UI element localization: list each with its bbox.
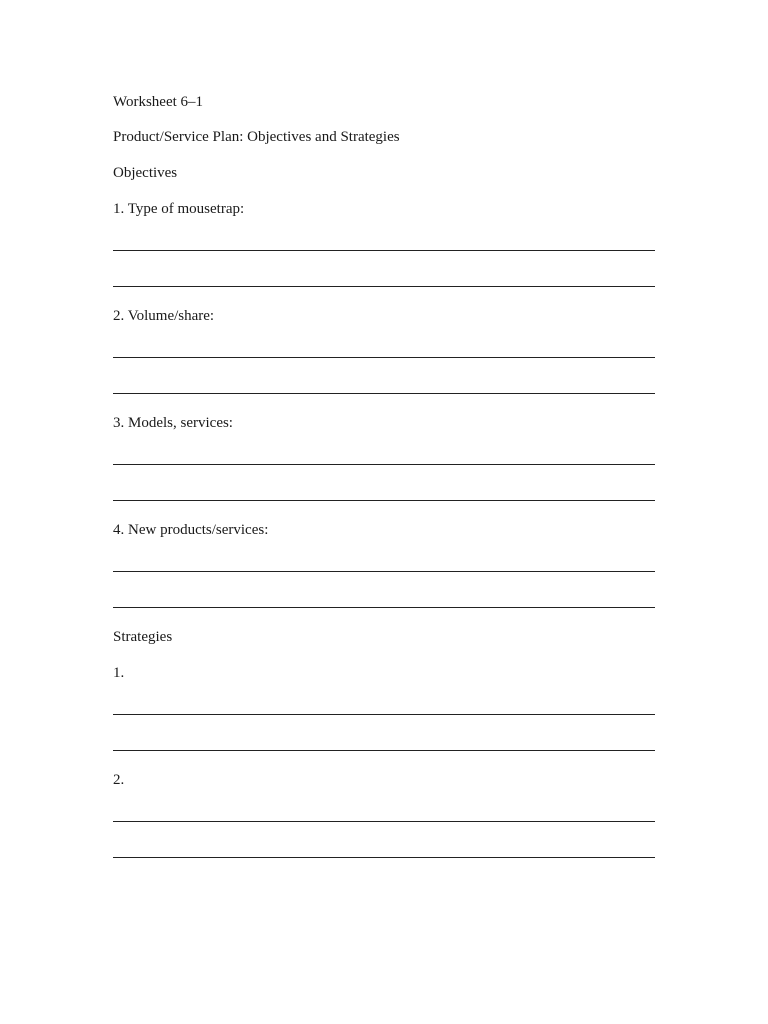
strategy-2-answer-line-2[interactable] <box>113 857 655 858</box>
objective-4-answer-line-1[interactable] <box>113 571 655 572</box>
objective-2-answer-line-1[interactable] <box>113 357 655 358</box>
objective-3-answer-line-1[interactable] <box>113 464 655 465</box>
objective-1-answer-line-2[interactable] <box>113 286 655 287</box>
worksheet-number: Worksheet 6–1 <box>113 94 204 110</box>
objective-label-1: 1. Type of mousetrap: <box>113 201 245 217</box>
worksheet-page <box>113 0 655 1024</box>
objective-3-answer-line-2[interactable] <box>113 500 655 501</box>
strategy-label-2: 2. <box>113 772 125 788</box>
objective-2-answer-line-2[interactable] <box>113 393 655 394</box>
objective-4-answer-line-2[interactable] <box>113 607 655 608</box>
strategy-label-1: 1. <box>113 665 125 681</box>
objective-label-2: 2. Volume/share: <box>113 308 215 324</box>
strategy-2-answer-line-1[interactable] <box>113 821 655 822</box>
objectives-heading: Objectives <box>113 165 178 181</box>
objective-1-answer-line-1[interactable] <box>113 250 655 251</box>
strategy-1-answer-line-1[interactable] <box>113 714 655 715</box>
strategy-1-answer-line-2[interactable] <box>113 750 655 751</box>
objective-label-3: 3. Models, services: <box>113 415 233 431</box>
worksheet-title: Product/Service Plan: Objectives and Strategies <box>113 129 400 145</box>
objective-label-4: 4. New products/services: <box>113 522 269 538</box>
strategies-heading: Strategies <box>113 629 173 645</box>
